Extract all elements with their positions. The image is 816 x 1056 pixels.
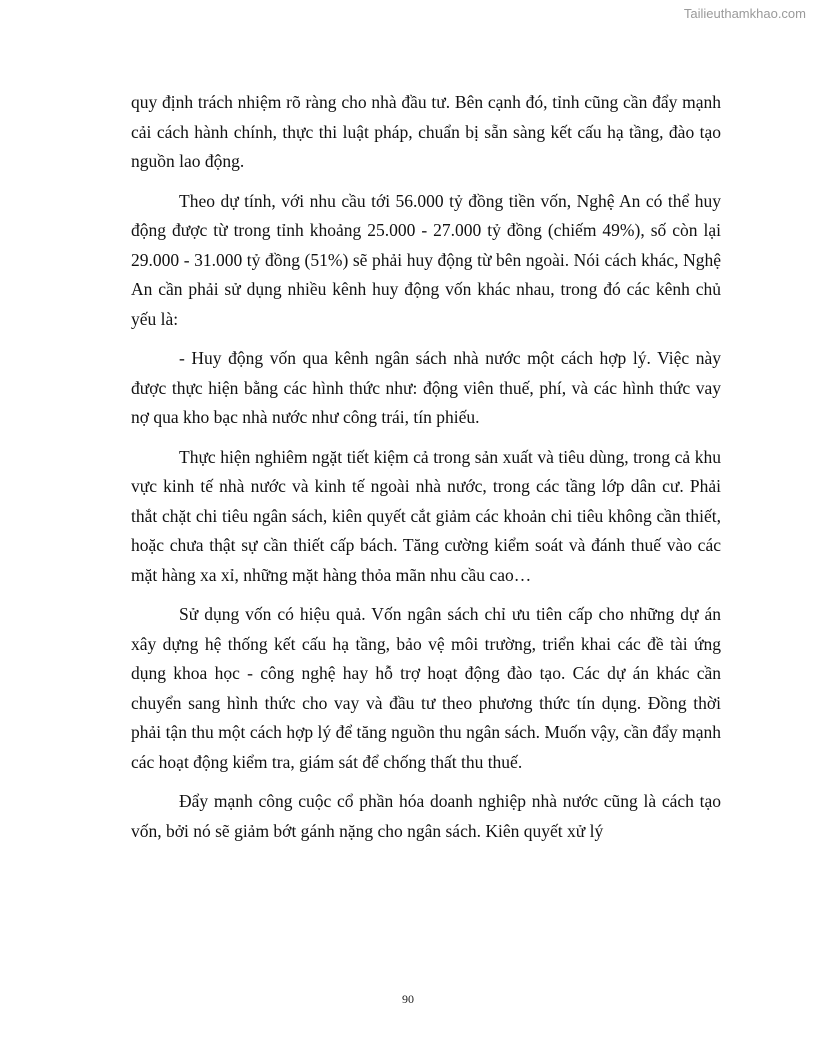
paragraph-5: Sử dụng vốn có hiệu quả. Vốn ngân sách chỉ ưu tiên cấp cho những dự án xây dựng hệ thống kết cấu hạ tầng, bảo vệ môi trường, triển khai các đề tài ứng dụng khoa học - công nghệ hay hỗ trợ hoạt động đào tạo. Các dự án khác cần chuyển sang hình thức cho vay và đầu tư theo phương thức tín dụng. Đồng thời phải tận thu một cách hợp lý để tăng nguồn thu ngân sách. Muốn vậy, cần đẩy mạnh các hoạt động kiểm tra, giám sát để chống thất thu thuế. <box>131 604 721 772</box>
paragraph-3: - Huy động vốn qua kênh ngân sách nhà nước một cách hợp lý. Việc này được thực hiện bằng các hình thức như: động viên thuế, phí, và các hình thức vay nợ qua kho bạc nhà nước như công trái, tín phiếu. <box>131 348 721 427</box>
document-body <box>131 88 721 846</box>
paragraph-1: quy định trách nhiệm rõ ràng cho nhà đầu tư. Bên cạnh đó, tỉnh cũng cần đẩy mạnh cải cách hành chính, thực thi luật pháp, chuẩn bị sẵn sàng kết cấu hạ tầng, đào tạo nguồn lao động. <box>131 92 721 171</box>
paragraph-2: Theo dự tính, với nhu cầu tới 56.000 tỷ đồng tiền vốn, Nghệ An có thể huy động được từ trong tỉnh khoảng 25.000 - 27.000 tỷ đồng (chiếm 49%), số còn lại 29.000 - 31.000 tỷ đồng (51%) sẽ phải huy động từ bên ngoài. Nói cách khác, Nghệ An cần phải sử dụng nhiều kênh huy động vốn khác nhau, trong đó các kênh chủ yếu là: <box>131 190 721 329</box>
page-number: 90 <box>402 992 414 1006</box>
paragraph-6: Đẩy mạnh công cuộc cổ phần hóa doanh nghiệp nhà nước cũng là cách tạo vốn, bởi nó sẽ giảm bớt gánh nặng cho ngân sách. Kiên quyết xử lý <box>131 791 721 841</box>
paragraph-4: Thực hiện nghiêm ngặt tiết kiệm cả trong sản xuất và tiêu dùng, trong cả khu vực kinh tế nhà nước và kinh tế ngoài nhà nước, trong các tầng lớp dân cư. Phải thắt chặt chi tiêu ngân sách, kiên quyết cắt giảm các khoản chi tiêu không cần thiết, hoặc chưa thật sự cần thiết cấp bách. Tăng cường kiểm soát và đánh thuế vào các mặt hàng xa xỉ, những mặt hàng thỏa mãn nhu cầu cao… <box>131 446 721 585</box>
watermark-text: Tailieuthamkhao.com <box>683 6 806 21</box>
